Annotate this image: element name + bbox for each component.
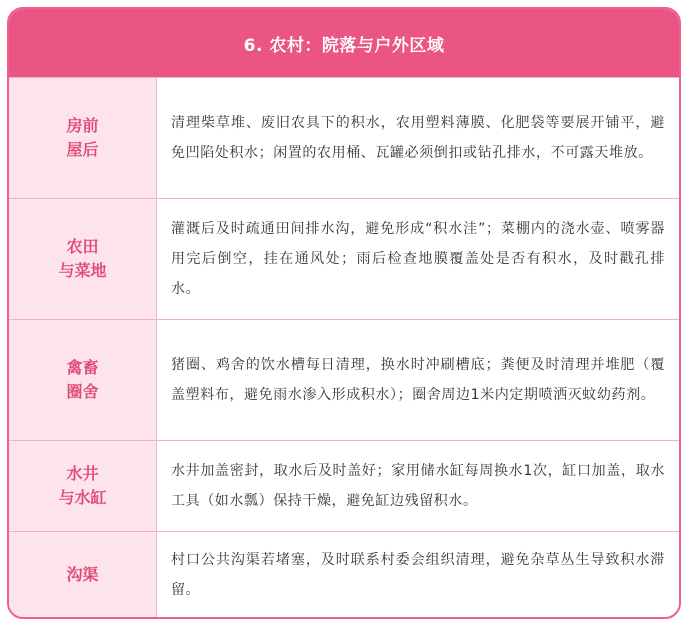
row-desc-cell: [157, 199, 679, 319]
info-table-card: [7, 7, 681, 619]
row-label-cell: [9, 532, 157, 617]
row-label-cell: [9, 320, 157, 440]
row-description: 清理柴草堆、废旧农具下的积水，农用塑料薄膜、化肥袋等要展开铺平，避免凹陷处积水；闲置的农用桶、瓦罐必须倒扣或钻孔排水，不可露天堆放。: [171, 115, 665, 161]
row-description: 村口公共沟渠若堵塞，及时联系村委会组织清理，避免杂草丛生导致积水滞留。: [171, 551, 665, 598]
row-description: 水井加盖密封，取水后及时盖好；家用储水缸每周换水1次，缸口加盖，取水工具（如水瓢）保持干燥，避免缸边残留积水。: [171, 463, 665, 509]
table-row: [9, 77, 679, 198]
row-label: 房前 屋后: [66, 116, 99, 159]
row-description: 灌溉后及时疏通田间排水沟，避免形成“积水洼”；菜棚内的浇水壶、喷雾器用完后倒空，挂在通风处；雨后检查地膜覆盖处是否有积水，及时戳孔排水。: [171, 221, 665, 297]
row-label-cell: [9, 441, 157, 531]
row-label: 水井 与水缸: [58, 464, 107, 507]
row-desc-cell: [157, 320, 679, 440]
row-label-cell: [9, 199, 157, 319]
row-desc-cell: [157, 78, 679, 198]
table-row: [9, 198, 679, 319]
row-desc-cell: [157, 532, 679, 617]
table-title: 6. 农村：院落与户外区域: [9, 9, 679, 77]
row-label-cell: [9, 78, 157, 198]
row-description: 猪圈、鸡舍的饮水槽每日清理，换水时冲刷槽底；粪便及时清理并堆肥（覆盖塑料布，避免雨水渗入形成积水）；圈舍周边1米内定期喷洒灭蚊幼药剂。: [171, 357, 665, 403]
table-row: [9, 531, 679, 617]
row-label: 禽畜 圈舍: [66, 358, 99, 401]
row-label: 农田 与菜地: [58, 237, 107, 280]
table-row: [9, 440, 679, 531]
table-row: [9, 319, 679, 440]
row-label: 沟渠: [66, 564, 99, 584]
row-desc-cell: [157, 441, 679, 531]
